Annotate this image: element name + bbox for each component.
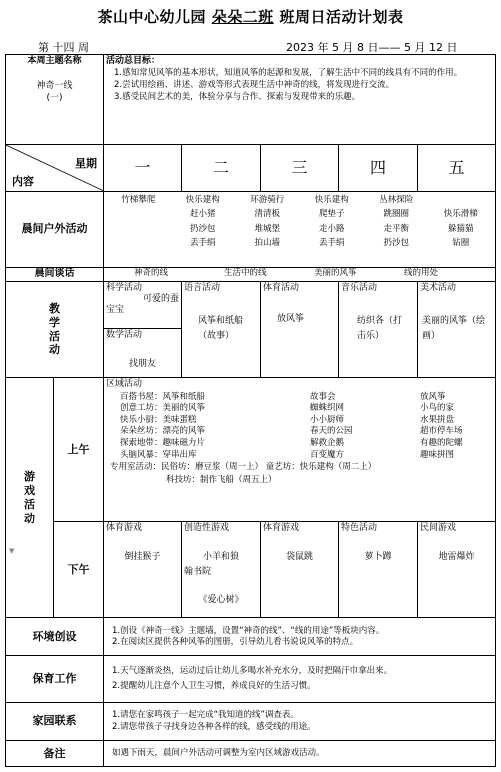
goals-title: 活动总目标： xyxy=(106,56,161,66)
special-room-line1: 专用室活动：民俗坊：磨豆浆（周一上） 童艺坊：快乐建构（周二上） xyxy=(110,462,377,473)
remarks-cell xyxy=(104,740,496,766)
family-item: 2.请您带孩子寻找身边各种各样的线，感受线的用途。 xyxy=(112,721,316,732)
science-line2: 宝宝 xyxy=(106,305,125,316)
pm-content-3: 《爱心树》 xyxy=(198,594,244,605)
games-label-char: 动 xyxy=(24,511,35,525)
area-item: 放风筝 xyxy=(420,391,446,402)
pm-content: 小羊和狼 xyxy=(203,552,240,563)
theme-label: 本周主题名称 xyxy=(27,56,82,66)
pm-cell-mon xyxy=(104,521,182,617)
outdoor-item: 环游骑行 xyxy=(250,194,285,205)
talk-topic: 生活中的线 xyxy=(224,267,267,278)
outdoor-item: 丢手绢 xyxy=(190,238,216,249)
outdoor-item xyxy=(106,209,171,220)
area-item: 蜘蛛织网 xyxy=(310,403,345,414)
pm-cell-wed xyxy=(261,521,339,617)
day-thursday: 四 xyxy=(339,145,418,191)
pm-content-2: 翰书院 xyxy=(184,567,212,578)
outdoor-item: 赶小猪 xyxy=(190,209,216,220)
pm-head: 创造性游戏 xyxy=(184,522,230,533)
content-label: 内容 xyxy=(12,174,34,188)
language-content: 风筝和纸船（故事） xyxy=(198,316,244,341)
talk-topic: 线的用处 xyxy=(404,267,439,278)
outdoor-item xyxy=(106,238,171,249)
language-head: 语言活动 xyxy=(184,282,221,293)
theme-name-line2: (一) xyxy=(46,92,63,103)
area-row xyxy=(120,415,493,426)
outdoor-cell xyxy=(104,191,496,267)
week-number: 第 十四 周 xyxy=(38,41,89,54)
area-item: 头脑风暴：穿串出库 xyxy=(120,449,197,460)
goal-item: 1.感知常见风筝的基本形状，知道风筝的起源和发展，了解生活中不同的线具有不同的作用。 xyxy=(114,68,463,79)
pm-content: 地雷爆炸 xyxy=(438,552,475,563)
day-wednesday: 三 xyxy=(261,145,339,191)
outdoor-item: 走平衡 xyxy=(383,223,410,234)
outdoor-item: 竹梯攀爬 xyxy=(121,194,156,205)
environment-item: 2.在阅读区提供各种风筝的图册，引导幼儿看书说说风筝的特点。 xyxy=(112,637,359,648)
area-item: 水果拼盘 xyxy=(420,414,455,425)
outdoor-grid xyxy=(106,195,493,250)
outdoor-item: 跳圈圈 xyxy=(383,209,410,220)
remarks-text: 如遇下雨天，晨间户外活动可调整为室内区域游戏活动。 xyxy=(112,748,325,759)
theme-cell xyxy=(6,55,104,145)
weekday-corner-cell xyxy=(6,145,104,191)
day-monday: 一 xyxy=(104,145,182,191)
environment-cell xyxy=(104,618,496,656)
teaching-language-cell xyxy=(182,281,261,377)
math-block xyxy=(104,329,181,372)
outdoor-item: 走小路 xyxy=(319,223,345,234)
pe-head: 体育活动 xyxy=(263,282,300,293)
area-item: 故事会 xyxy=(310,391,336,402)
goal-item: 2.尝试用绘画、讲述、游戏等形式表现生活中神奇的线，将发现进行交流。 xyxy=(114,79,395,90)
pm-head: 体育游戏 xyxy=(263,522,300,533)
teaching-music-cell xyxy=(339,281,418,377)
weekday-label: 星期 xyxy=(75,157,98,171)
pm-cell-fri xyxy=(418,521,496,617)
area-item: 有趣的陀螺 xyxy=(420,438,463,449)
area-item: 小鸟的家 xyxy=(420,403,455,414)
art-head: 美术活动 xyxy=(420,282,457,293)
area-item: 百搭书屋：风筝和纸船 xyxy=(120,391,206,402)
pm-cell-tue xyxy=(182,521,261,617)
am-area-cell xyxy=(104,378,496,522)
outdoor-item xyxy=(429,195,494,206)
family-item: 1.请您在家鸣孩子一起完成“我知道的线”调查表。 xyxy=(112,710,299,721)
area-item: 快乐小厨：美味蛋糕 xyxy=(120,414,197,425)
page-title xyxy=(0,6,501,27)
area-item: 小小厨师 xyxy=(310,414,345,425)
family-label: 家园联系 xyxy=(6,702,104,740)
teaching-label-char: 学 xyxy=(49,315,60,329)
area-row xyxy=(120,392,493,403)
area-item: 探索地带：趣味磁力片 xyxy=(120,438,206,449)
environment-item: 1.创设《神奇一线》主题墙，设置“神奇的线”、“线的用途”等板块内容。 xyxy=(112,625,385,636)
care-cell xyxy=(104,656,496,702)
area-item: 朵朵丝坊：漂亮的风筝 xyxy=(120,426,206,437)
weekly-plan-table xyxy=(5,54,496,767)
teaching-label-char: 活 xyxy=(49,329,60,343)
area-item: 创意工坊：美丽的风筝 xyxy=(120,403,206,414)
pe-content: 放风筝 xyxy=(277,314,305,325)
pm-head: 体育游戏 xyxy=(106,522,143,533)
games-label-char: 游 xyxy=(24,470,35,484)
area-row xyxy=(120,450,493,461)
pm-content: 萝卜蹲 xyxy=(364,552,392,563)
pm-head: 特色活动 xyxy=(341,522,378,533)
special-room-line2: 科技坊：制作飞船（周五上） xyxy=(166,474,277,485)
science-line1: 可爱的蚕 xyxy=(143,294,180,305)
science-block xyxy=(104,282,181,329)
math-content: 找朋友 xyxy=(129,359,157,370)
title-class: 朵朵二班 xyxy=(211,8,274,26)
outdoor-item: 快乐滑梯 xyxy=(443,209,478,220)
area-row xyxy=(120,403,493,414)
area-item: 超市停车场 xyxy=(420,426,463,437)
goal-item: 3.感受民间艺术的美，体验分享与合作、探索与发现带来的乐趣。 xyxy=(114,91,361,102)
talk-topic: 美丽的风筝 xyxy=(314,267,357,278)
teaching-label xyxy=(6,281,104,377)
area-item: 百变魔方 xyxy=(310,449,345,460)
outdoor-item: 拍山墙 xyxy=(254,238,281,249)
day-friday: 五 xyxy=(418,145,496,191)
scroll-down-arrow-icon: ▼ xyxy=(9,547,15,555)
outdoor-item: 清清板 xyxy=(254,209,281,220)
environment-label: 环境创设 xyxy=(6,618,104,656)
am-label: 上午 xyxy=(54,378,104,522)
teaching-pe-cell xyxy=(261,281,339,377)
morning-talk-topics xyxy=(134,268,495,279)
area-item: 趣味拼图 xyxy=(420,449,455,460)
outdoor-item: 快乐建构 xyxy=(185,194,220,205)
games-label-char: 戏 xyxy=(24,484,35,498)
pm-content: 袋鼠跳 xyxy=(286,552,314,563)
outdoor-item: 丛林探险 xyxy=(379,194,414,205)
outdoor-item xyxy=(106,224,171,235)
games-label xyxy=(6,378,54,618)
pm-content: 倒挂猴子 xyxy=(124,552,161,563)
talk-topic: 神奇的线 xyxy=(134,267,169,278)
area-row xyxy=(120,426,493,437)
title-suffix: 班周日活动计划表 xyxy=(279,8,404,26)
area-title: 区域活动 xyxy=(106,379,143,390)
outdoor-item: 扔沙包 xyxy=(190,223,216,234)
title-prefix: 茶山中心幼儿园 xyxy=(97,8,206,26)
math-head: 数学活动 xyxy=(106,329,143,340)
morning-talk-cell xyxy=(104,267,496,281)
morning-talk-label: 晨间谈话 xyxy=(6,267,104,281)
goals-cell xyxy=(104,55,496,145)
family-cell xyxy=(104,702,496,740)
date-range: 2023 年 5 月 8 日—— 5 月 12 日 xyxy=(286,41,458,54)
music-content: 纺织各（打击乐） xyxy=(357,316,403,341)
outdoor-item: 堆城堡 xyxy=(254,223,281,234)
outdoor-item: 丢手绢 xyxy=(319,238,345,249)
area-row xyxy=(120,438,493,449)
art-content: 美丽的风筝（绘画） xyxy=(422,316,486,341)
science-head: 科学活动 xyxy=(106,282,143,293)
remarks-label: 备注 xyxy=(6,740,104,766)
care-item: 2.提醒幼儿注意个人卫生习惯，养成良好的生活习惯。 xyxy=(112,681,316,692)
day-tuesday: 二 xyxy=(182,145,261,191)
teaching-label-char: 教 xyxy=(49,302,60,316)
teaching-label-char: 动 xyxy=(49,343,60,357)
care-label: 保育工作 xyxy=(6,656,104,702)
outdoor-item: 躲猫猫 xyxy=(448,223,474,234)
outdoor-label: 晨间户外活动 xyxy=(6,191,104,267)
teaching-science-cell xyxy=(104,281,182,377)
theme-name-line1: 神奇一线 xyxy=(36,81,73,92)
music-head: 音乐活动 xyxy=(341,282,378,293)
teaching-art-cell xyxy=(418,281,496,377)
outdoor-item: 快乐建构 xyxy=(314,194,349,205)
area-item: 春天的公园 xyxy=(310,426,353,437)
area-item: 解救企鹅 xyxy=(310,438,345,449)
care-item: 1.天气逐渐炎热，运动过后让幼儿多喝水补充水分，及时把隔汗巾拿出来。 xyxy=(112,666,393,677)
pm-cell-thu xyxy=(339,521,418,617)
pm-head: 民间游戏 xyxy=(420,522,457,533)
outdoor-item: 钻圈 xyxy=(452,238,470,249)
pm-label: 下午 xyxy=(54,521,104,617)
games-label-char: 活 xyxy=(24,497,35,511)
outdoor-item: 扔沙包 xyxy=(383,238,410,249)
outdoor-item: 爬垫子 xyxy=(319,209,345,220)
